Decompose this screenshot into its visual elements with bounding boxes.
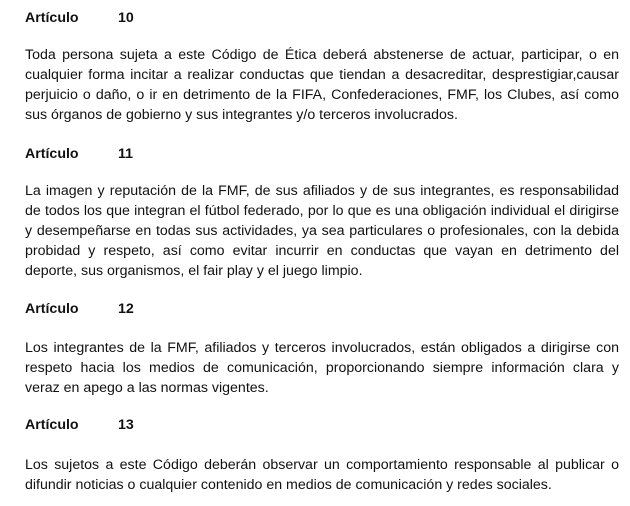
text-line: difundir noticias o cualquier contenido en medios de comunicación y redes sociales. <box>25 477 552 493</box>
text-line: Toda persona sujeta a este Código de Ética deberá abstenerse de actuar, participar, o en <box>25 47 619 63</box>
article-heading <box>25 9 134 27</box>
text-line: Los sujetos a este Código deberán observar un comportamiento responsable al publicar o <box>25 457 619 473</box>
text-line: y desempeñarse en todas sus actividades, ya sea particulares o profesionales, con la debida <box>25 223 619 239</box>
article-number: 10 <box>118 10 134 26</box>
article-text <box>25 181 619 281</box>
text-line: probidad y respeto, así como evitar incurrir en conductas que vayan en detrimento del <box>25 243 619 259</box>
article-text <box>25 338 619 398</box>
text-line: La imagen y reputación de la FMF, de sus afiliados y de sus integrantes, es responsabilidad <box>25 183 619 199</box>
text-line: de todos los que integran el fútbol federado, por lo que es una obligación individual el dirigirse <box>25 203 619 219</box>
article-label: Artículo <box>25 301 79 317</box>
text-line: sus órganos de gobierno y sus integrantes y/o terceros involucrados. <box>25 107 458 123</box>
article-heading <box>25 145 133 163</box>
text-line: perjuicio o daño, o ir en detrimento de la FIFA, Confederaciones, FMF, los Clubes, así como <box>25 87 619 103</box>
article-text <box>25 45 619 125</box>
article-number: 13 <box>118 417 134 433</box>
article-text <box>25 455 619 495</box>
text-line: respeto hacia los medios de comunicación, proporcionando siempre información clara y <box>25 360 619 376</box>
article-heading <box>25 416 134 434</box>
text-line: cualquier forma incitar a realizar conductas que tiendan a desacreditar, desprestigiar,causar <box>25 67 619 83</box>
article-number: 12 <box>118 301 134 317</box>
article-heading <box>25 300 134 318</box>
text-line: Los integrantes de la FMF, afiliados y terceros involucrados, están obligados a dirigirse con <box>25 340 619 356</box>
article-label: Artículo <box>25 10 79 26</box>
article-number: 11 <box>118 146 133 162</box>
text-line: deporte, sus organismos, el fair play y el juego limpio. <box>25 263 363 279</box>
article-label: Artículo <box>25 146 79 162</box>
text-line: veraz en apego a las normas vigentes. <box>25 380 269 396</box>
article-label: Artículo <box>25 417 79 433</box>
